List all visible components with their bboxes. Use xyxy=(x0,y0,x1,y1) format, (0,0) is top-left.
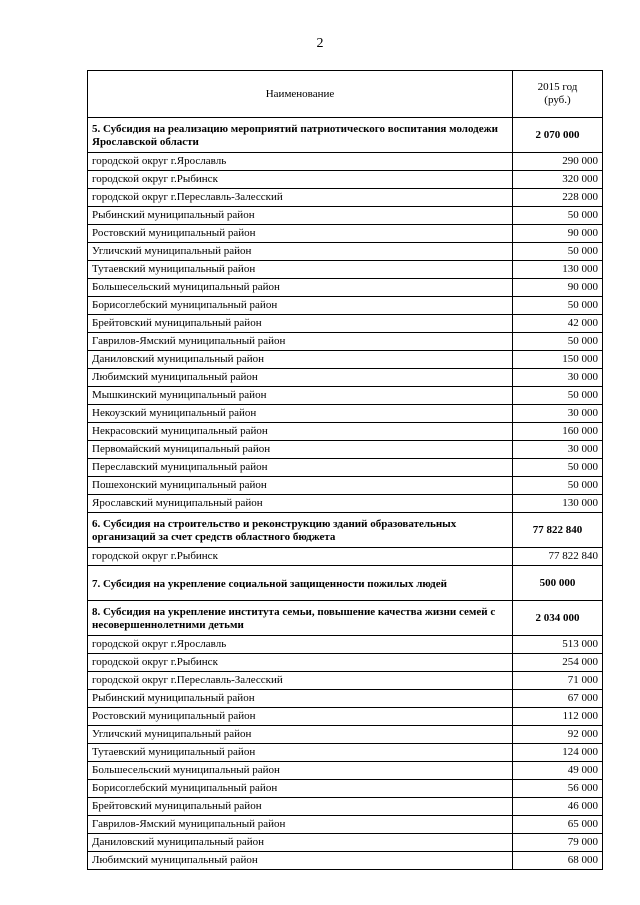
table-row xyxy=(88,708,603,726)
table-row xyxy=(88,798,603,816)
amount-cell: 77 822 840 xyxy=(513,548,603,566)
amount-cell: 130 000 xyxy=(513,495,603,513)
amount-cell: 56 000 xyxy=(513,780,603,798)
table-row xyxy=(88,852,603,870)
amount-cell: 50 000 xyxy=(513,477,603,495)
amount-cell: 68 000 xyxy=(513,852,603,870)
amount-cell: 112 000 xyxy=(513,708,603,726)
table-row xyxy=(88,387,603,405)
amount-cell: 46 000 xyxy=(513,798,603,816)
table-row xyxy=(88,690,603,708)
amount-cell: 30 000 xyxy=(513,405,603,423)
table-row xyxy=(88,405,603,423)
section-total: 2 070 000 xyxy=(513,118,603,153)
table-row xyxy=(88,333,603,351)
amount-cell: 49 000 xyxy=(513,762,603,780)
column-header-year-label: 2015 год xyxy=(537,81,578,93)
district-name: городской округ г.Ярославль xyxy=(88,636,513,654)
amount-cell: 228 000 xyxy=(513,189,603,207)
amount-cell: 150 000 xyxy=(513,351,603,369)
column-header-name: Наименование xyxy=(88,71,513,118)
table-row xyxy=(88,207,603,225)
section-total: 77 822 840 xyxy=(513,513,603,548)
subsidy-table xyxy=(87,70,603,870)
district-name: Любимский муниципальный район xyxy=(88,852,513,870)
table-row xyxy=(88,459,603,477)
section-title: 8. Субсидия на укрепление института семьи, повышение качества жизни семей с несовершеннолетними детьми xyxy=(88,601,513,636)
section-total: 2 034 000 xyxy=(513,601,603,636)
table-row xyxy=(88,369,603,387)
district-name: Мышкинский муниципальный район xyxy=(88,387,513,405)
table-row xyxy=(88,153,603,171)
section-row xyxy=(88,118,603,153)
table-row xyxy=(88,548,603,566)
district-name: Тутаевский муниципальный район xyxy=(88,744,513,762)
amount-cell: 320 000 xyxy=(513,171,603,189)
district-name: Гаврилов-Ямский муниципальный район xyxy=(88,333,513,351)
table-row xyxy=(88,780,603,798)
amount-cell: 290 000 xyxy=(513,153,603,171)
amount-cell: 92 000 xyxy=(513,726,603,744)
table-row xyxy=(88,315,603,333)
district-name: Угличский муниципальный район xyxy=(88,726,513,744)
district-name: городской округ г.Рыбинск xyxy=(88,171,513,189)
district-name: Даниловский муниципальный район xyxy=(88,834,513,852)
amount-cell: 30 000 xyxy=(513,441,603,459)
table-row xyxy=(88,351,603,369)
column-header-year xyxy=(513,71,603,118)
district-name: Тутаевский муниципальный район xyxy=(88,261,513,279)
amount-cell: 513 000 xyxy=(513,636,603,654)
district-name: Некрасовский муниципальный район xyxy=(88,423,513,441)
column-header-unit: (руб.) xyxy=(544,94,571,106)
section-total: 500 000 xyxy=(513,566,603,601)
district-name: Гаврилов-Ямский муниципальный район xyxy=(88,816,513,834)
district-name: Большесельский муниципальный район xyxy=(88,762,513,780)
district-name: Брейтовский муниципальный район xyxy=(88,315,513,333)
table-row xyxy=(88,762,603,780)
district-name: городской округ г.Переславль-Залесский xyxy=(88,189,513,207)
amount-cell: 79 000 xyxy=(513,834,603,852)
amount-cell: 50 000 xyxy=(513,459,603,477)
amount-cell: 90 000 xyxy=(513,279,603,297)
district-name: городской округ г.Ярославль xyxy=(88,153,513,171)
district-name: Борисоглебский муниципальный район xyxy=(88,780,513,798)
district-name: Брейтовский муниципальный район xyxy=(88,798,513,816)
table-row xyxy=(88,171,603,189)
amount-cell: 50 000 xyxy=(513,387,603,405)
table-row xyxy=(88,744,603,762)
amount-cell: 42 000 xyxy=(513,315,603,333)
table-row xyxy=(88,726,603,744)
district-name: городской округ г.Рыбинск xyxy=(88,548,513,566)
table-row xyxy=(88,423,603,441)
district-name: Угличский муниципальный район xyxy=(88,243,513,261)
district-name: Рыбинский муниципальный район xyxy=(88,690,513,708)
district-name: Ростовский муниципальный район xyxy=(88,225,513,243)
table-row xyxy=(88,189,603,207)
table-row xyxy=(88,834,603,852)
table-row xyxy=(88,477,603,495)
amount-cell: 130 000 xyxy=(513,261,603,279)
amount-cell: 124 000 xyxy=(513,744,603,762)
district-name: Борисоглебский муниципальный район xyxy=(88,297,513,315)
amount-cell: 90 000 xyxy=(513,225,603,243)
amount-cell: 67 000 xyxy=(513,690,603,708)
section-title: 5. Субсидия на реализацию мероприятий патриотического воспитания молодежи Ярославской области xyxy=(88,118,513,153)
table-row xyxy=(88,243,603,261)
district-name: Ростовский муниципальный район xyxy=(88,708,513,726)
district-name: Переславский муниципальный район xyxy=(88,459,513,477)
section-row xyxy=(88,513,603,548)
table-row xyxy=(88,495,603,513)
amount-cell: 50 000 xyxy=(513,207,603,225)
table-row xyxy=(88,816,603,834)
table-row xyxy=(88,441,603,459)
district-name: Большесельский муниципальный район xyxy=(88,279,513,297)
table-header-row xyxy=(88,71,603,118)
section-title: 7. Субсидия на укрепление социальной защищенности пожилых людей xyxy=(88,566,513,601)
district-name: Ярославский муниципальный район xyxy=(88,495,513,513)
page-number: 2 xyxy=(316,36,324,51)
amount-cell: 50 000 xyxy=(513,243,603,261)
section-row xyxy=(88,601,603,636)
amount-cell: 65 000 xyxy=(513,816,603,834)
table-row xyxy=(88,654,603,672)
amount-cell: 71 000 xyxy=(513,672,603,690)
amount-cell: 254 000 xyxy=(513,654,603,672)
amount-cell: 160 000 xyxy=(513,423,603,441)
table-row xyxy=(88,279,603,297)
district-name: Любимский муниципальный район xyxy=(88,369,513,387)
district-name: Даниловский муниципальный район xyxy=(88,351,513,369)
table-row xyxy=(88,225,603,243)
table-row xyxy=(88,636,603,654)
table-row xyxy=(88,297,603,315)
district-name: городской округ г.Переславль-Залесский xyxy=(88,672,513,690)
district-name: городской округ г.Рыбинск xyxy=(88,654,513,672)
table-row xyxy=(88,261,603,279)
section-title: 6. Субсидия на строительство и реконструкцию зданий образовательных организаций за счет средств областного бюджета xyxy=(88,513,513,548)
amount-cell: 30 000 xyxy=(513,369,603,387)
district-name: Некоузский муниципальный район xyxy=(88,405,513,423)
district-name: Первомайский муниципальный район xyxy=(88,441,513,459)
district-name: Рыбинский муниципальный район xyxy=(88,207,513,225)
district-name: Пошехонский муниципальный район xyxy=(88,477,513,495)
table-row xyxy=(88,672,603,690)
amount-cell: 50 000 xyxy=(513,297,603,315)
section-row xyxy=(88,566,603,601)
amount-cell: 50 000 xyxy=(513,333,603,351)
table-body xyxy=(88,118,603,870)
